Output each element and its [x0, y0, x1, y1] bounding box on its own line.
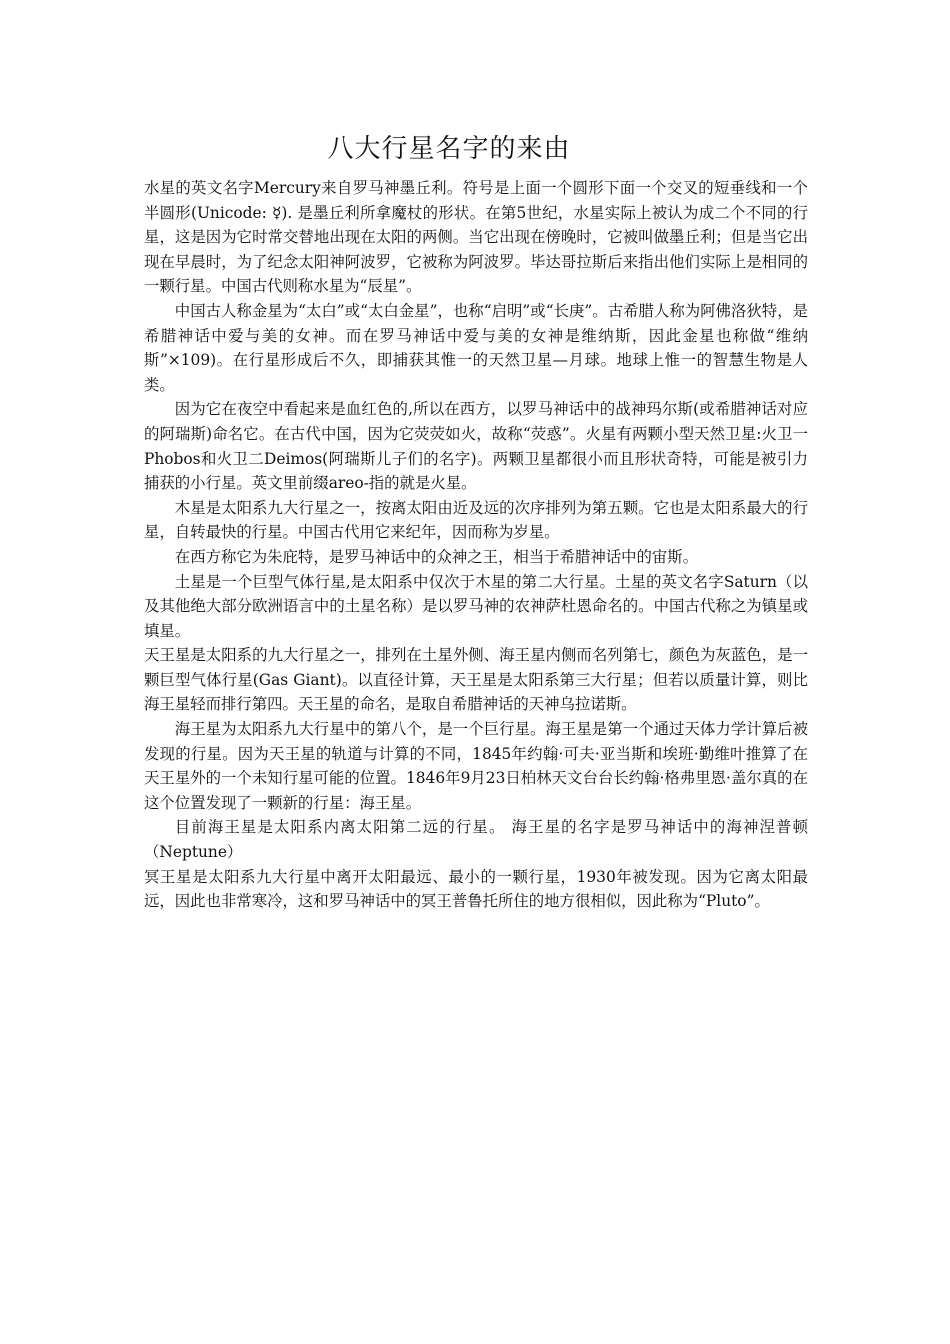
paragraph-pluto: 冥王星是太阳系九大行星中离开太阳最远、最小的一颗行星，1930年被发现。因为它离太阳最远，因此也非常寒冷，这和罗马神话中的冥王普鲁托所住的地方很相似，因此称为“Pluto”。 [144, 867, 808, 911]
paragraph-mars: 因为它在夜空中看起来是血红色的,所以在西方，以罗马神话中的战神玛尔斯(或希腊神话对应的阿瑞斯)命名它。在古代中国，因为它荧荧如火，故称“荧惑”。火星有两颗小型天然卫星:火卫一Phobos和火卫二Deimos(阿瑞斯儿子们的名字)。两颗卫星都很小而且形状奇特，可能是被引力捕获的小行星。英文里前缀areo-指的就是火星。 [144, 400, 808, 493]
paragraph-uranus: 天王星是太阳系的九大行星之一，排列在土星外侧、海王星内侧而名列第七，颜色为灰蓝色，是一颗巨型气体行星(Gas Giant)。以直径计算，天王星是太阳系第三大行星；但若以质量计算，则比海王星轻而排行第四。天王星的命名，是取自希腊神话的天神乌拉诺斯。 [144, 646, 808, 714]
paragraph-jupiter: 木星是太阳系九大行星之一，按离太阳由近及远的次序排列为第五颗。它也是太阳系最大的行星，自转最快的行星。中国古代用它来纪年，因而称为岁星。 [144, 498, 808, 542]
document-body [144, 176, 808, 914]
paragraph-neptune: 海王星为太阳系九大行星中的第八个，是一个巨行星。海王星是第一个通过天体力学计算后被发现的行星。因为天王星的轨道与计算的不同，1845年约翰·可夫·亚当斯和埃班·勤维叶推算了在天王星外的一个未知行星可能的位置。1846年9月23日柏林天文台台长约翰·格弗里恩·盖尔真的在这个位置发现了一颗新的行星：海王星。 [144, 720, 808, 812]
paragraph-saturn: 土星是一个巨型气体行星,是太阳系中仅次于木星的第二大行星。土星的英文名字Saturn（以及其他绝大部分欧洲语言中的土星名称）是以罗马神的农神萨杜恩命名的。中国古代称之为镇星或填星。 [144, 572, 808, 640]
document-title: 八大行星名字的来由 [327, 134, 571, 164]
paragraph-mercury: 水星的英文名字Mercury来自罗马神墨丘利。符号是上面一个圆形下面一个交叉的短垂线和一个半圆形(Unicode: ☿). 是墨丘利所拿魔杖的形状。在第5世纪，水星实际上被认为成二个不同的行星，这是因为它时常交替地出现在太阳的两侧。当它出现在傍晚时，它被叫做墨丘利；但是当它出现在早晨时，为了纪念太阳神阿波罗，它被称为阿波罗。毕达哥拉斯后来指出他们实际上是相同的一颗行星。中国古代则称水星为“辰星”。 [144, 179, 808, 296]
paragraph-venus-earth: 中国古人称金星为“太白”或“太白金星”，也称“启明”或“长庚”。古希腊人称为阿佛洛狄特，是希腊神话中爱与美的女神。而在罗马神话中爱与美的女神是维纳斯，因此金星也称做“维纳斯”×109)。在行星形成后不久，即捕获其惟一的天然卫星—月球。地球上惟一的智慧生物是人类。 [144, 301, 808, 394]
paragraph-neptune-name: 目前海王星是太阳系内离太阳第二远的行星。 海王星的名字是罗马神话中的海神涅普顿（Neptune） [144, 818, 808, 862]
paragraph-jupiter-west: 在西方称它为朱庇特，是罗马神话中的众神之王，相当于希腊神话中的宙斯。 [174, 547, 699, 566]
